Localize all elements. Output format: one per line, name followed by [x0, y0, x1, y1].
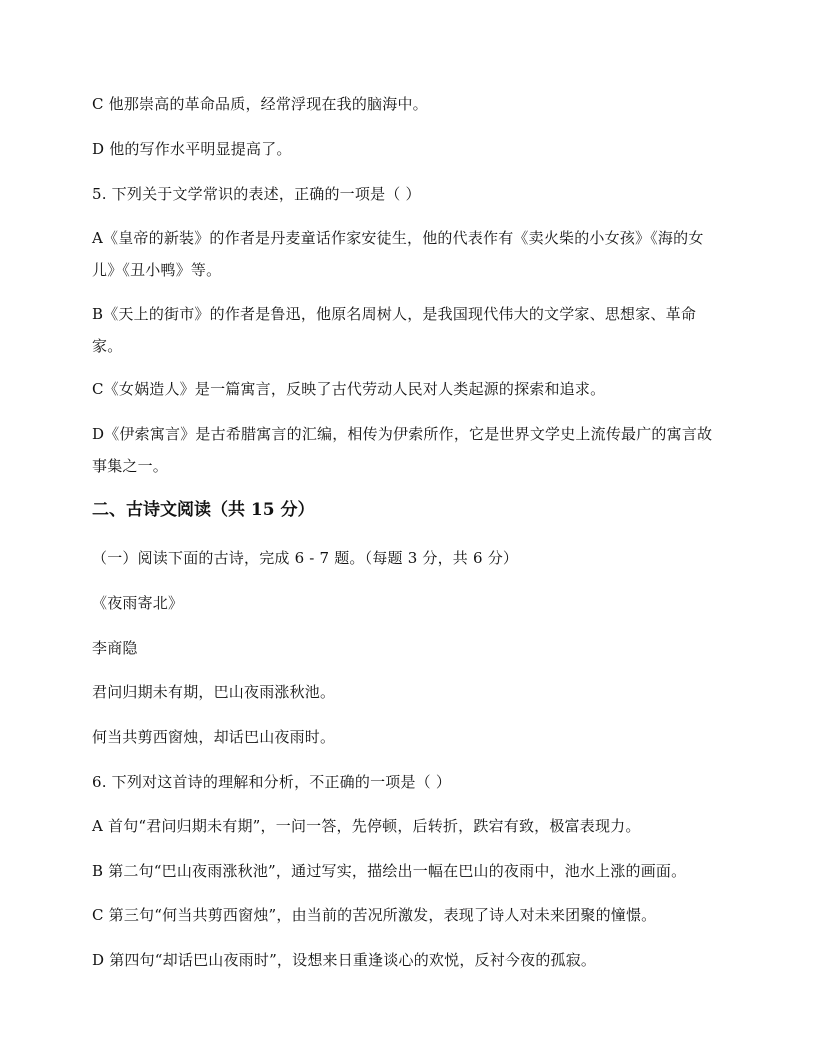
q6-option-c: C 第三句“何当共剪西窗烛”，由当前的苦况所激发，表现了诗人对未来团聚的憧憬。 [92, 906, 657, 924]
q4-option-d: D 他的写作水平明显提高了。 [92, 140, 292, 158]
section-instruction: （一）阅读下面的古诗，完成 6 - 7 题。（每题 3 分，共 6 分） [92, 549, 519, 567]
q6-option-a: A 首句“君问归期未有期”，一问一答，先停顿，后转折，跌宕有致，极富表现力。 [92, 817, 641, 835]
q4-option-c: C 他那崇高的革命品质，经常浮现在我的脑海中。 [92, 95, 428, 113]
q6-stem: 6. 下列对这首诗的理解和分析，不正确的一项是（ ） [92, 773, 452, 791]
q5-option-d: D《伊索寓言》是古希腊寓言的汇编，相传为伊索所作，它是世界文学史上流传最广的寓言故事集之一。 [92, 425, 713, 475]
q5-option-b: B《天上的街市》的作者是鲁迅，他原名周树人，是我国现代伟大的文学家、思想家、革命家。 [92, 305, 697, 355]
poem-author: 李商隐 [92, 639, 138, 657]
q5-option-c: C《女娲造人》是一篇寓言，反映了古代劳动人民对人类起源的探索和追求。 [92, 380, 606, 398]
q6-option-b: B 第二句“巴山夜雨涨秋池”，通过写实，描绘出一幅在巴山的夜雨中，池水上涨的画面。 [92, 862, 687, 880]
q5-stem: 5. 下列关于文学常识的表述，正确的一项是（ ） [92, 185, 421, 203]
q6-option-d: D 第四句“却话巴山夜雨时”，设想来日重逢谈心的欢悦，反衬今夜的孤寂。 [92, 951, 597, 969]
poem-line-1: 君问归期未有期，巴山夜雨涨秋池。 [92, 683, 336, 701]
poem-title: 《夜雨寄北》 [92, 594, 184, 612]
q5-option-a: A《皇帝的新装》的作者是丹麦童话作家安徒生，他的代表作有《卖火柴的小女孩》《海的女儿》《丑小鸭》等。 [92, 229, 704, 279]
poem-line-2: 何当共剪西窗烛，却话巴山夜雨时。 [92, 728, 336, 746]
section-heading: 二、古诗文阅读（共 15 分） [92, 500, 315, 520]
